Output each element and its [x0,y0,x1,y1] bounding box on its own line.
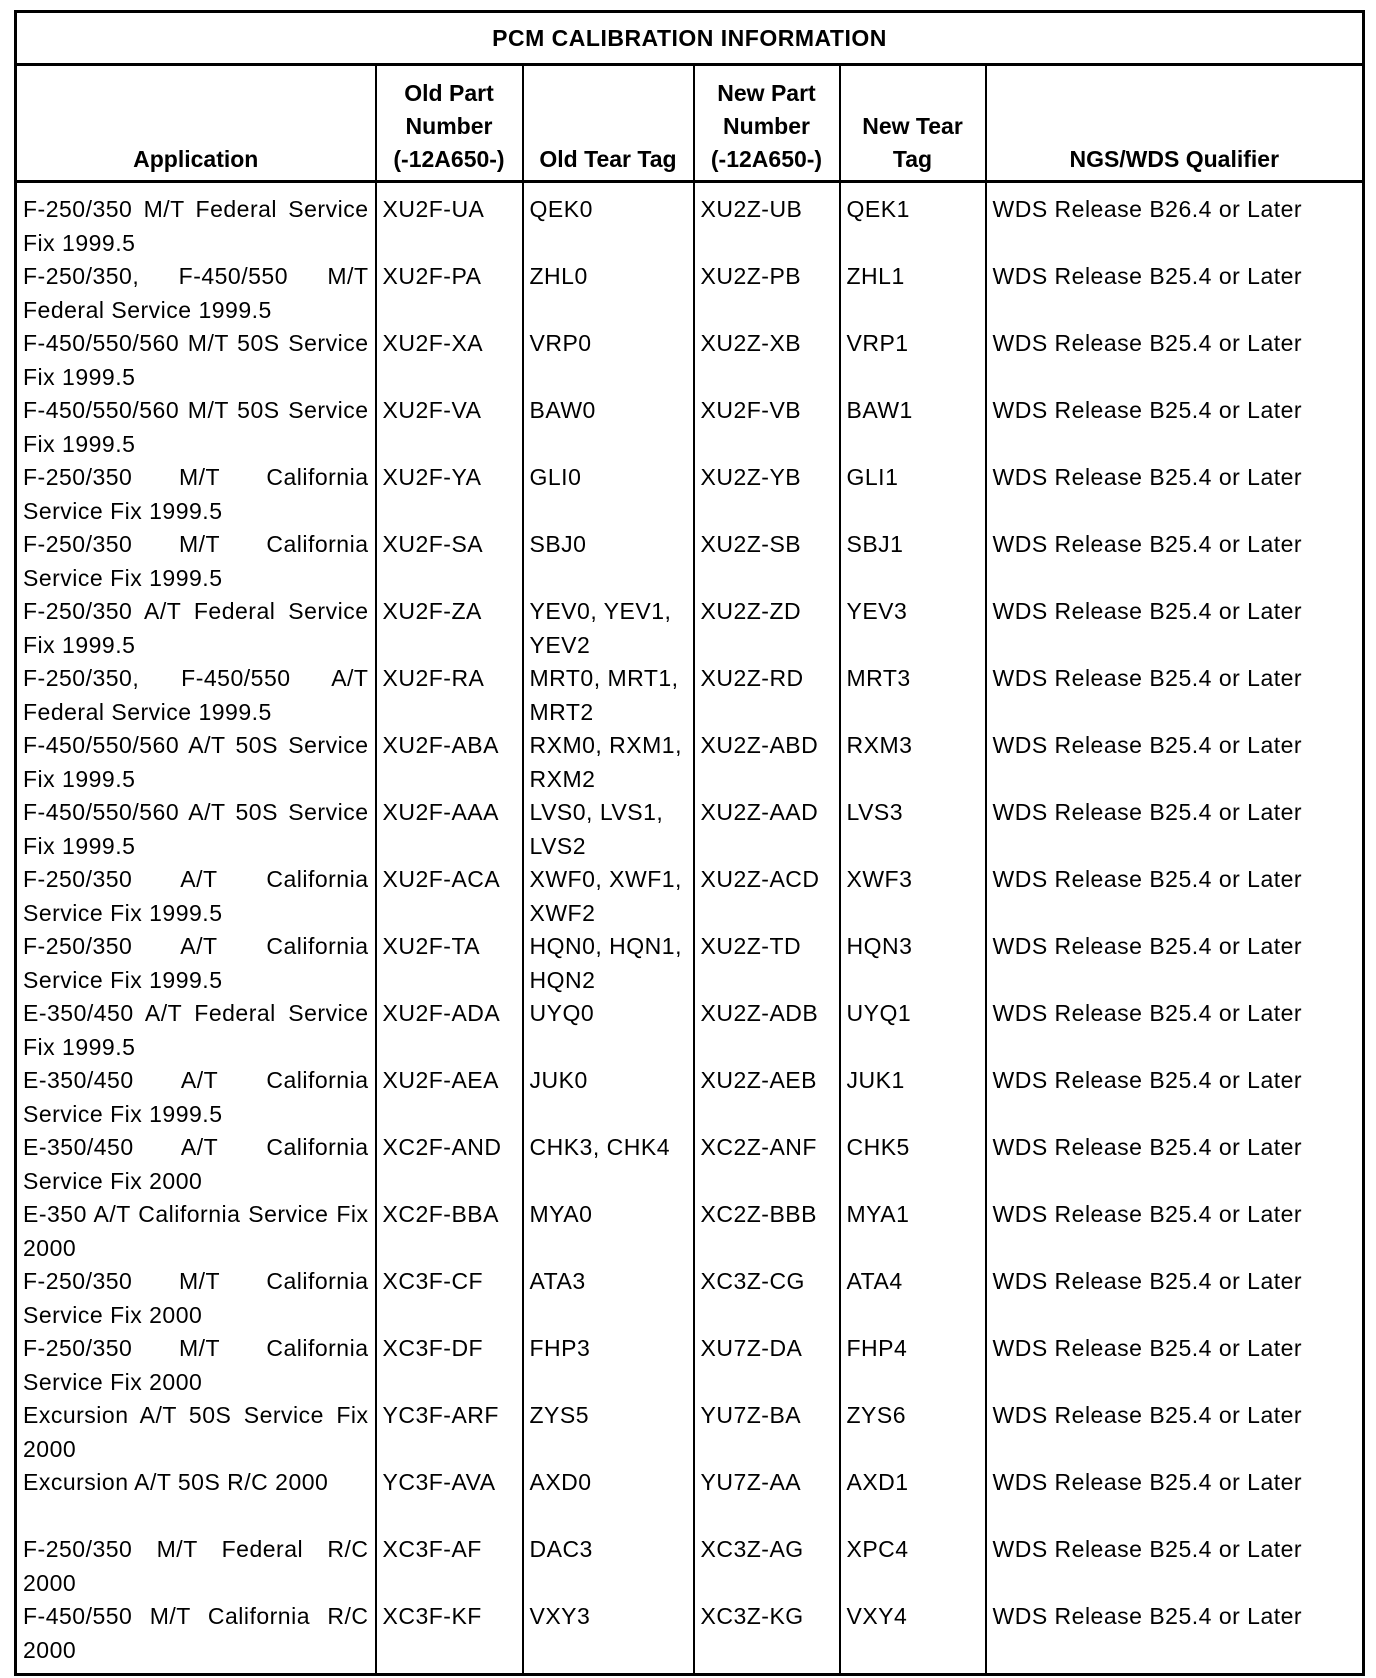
qualifier-cell: WDS Release B25.4 or Later [986,461,1364,528]
qualifier-cell: WDS Release B25.4 or Later [986,1332,1364,1399]
old-tear-tag-cell: CHK3, CHK4 [523,1131,694,1198]
qualifier-cell: WDS Release B25.4 or Later [986,863,1364,930]
table-row [16,1131,1364,1198]
new-part-number-cell: XC3Z-AG [694,1533,840,1600]
qualifier-cell: WDS Release B25.4 or Later [986,1533,1364,1600]
old-tear-tag-cell: ATA3 [523,1265,694,1332]
qualifier-cell: WDS Release B25.4 or Later [986,1198,1364,1265]
old-part-number-cell: XC2F-BBA [376,1198,523,1265]
new-part-number-cell: XU2Z-UB [694,182,840,261]
new-tear-tag-cell: AXD1 [840,1466,986,1533]
new-part-number-cell: YU7Z-AA [694,1466,840,1533]
new-tear-tag-cell: SBJ1 [840,528,986,595]
new-tear-tag-cell: VXY4 [840,1600,986,1675]
column-header-qualifier: NGS/WDS Qualifier [986,65,1364,182]
new-tear-tag-cell: RXM3 [840,729,986,796]
old-tear-tag-cell: VRP0 [523,327,694,394]
new-part-number-cell: XU2Z-RD [694,662,840,729]
old-part-number-cell: XC3F-DF [376,1332,523,1399]
new-tear-tag-cell: UYQ1 [840,997,986,1064]
table-row [16,182,1364,261]
old-part-number-cell: XU2F-RA [376,662,523,729]
new-tear-tag-cell: BAW1 [840,394,986,461]
old-part-number-cell: XU2F-ZA [376,595,523,662]
old-part-number-cell: XU2F-ABA [376,729,523,796]
application-cell: F-450/550/560 M/T 50S Service Fix 1999.5 [16,394,376,461]
qualifier-cell: WDS Release B25.4 or Later [986,595,1364,662]
new-part-number-cell: XU2Z-ADB [694,997,840,1064]
new-part-number-cell: YU7Z-BA [694,1399,840,1466]
application-cell: E-350 A/T California Service Fix 2000 [16,1198,376,1265]
new-part-number-cell: XC3Z-CG [694,1265,840,1332]
new-tear-tag-cell: XPC4 [840,1533,986,1600]
new-tear-tag-cell: JUK1 [840,1064,986,1131]
old-part-number-cell: XU2F-YA [376,461,523,528]
old-part-number-cell: XU2F-VA [376,394,523,461]
old-tear-tag-cell: BAW0 [523,394,694,461]
old-tear-tag-cell: JUK0 [523,1064,694,1131]
qualifier-cell: WDS Release B25.4 or Later [986,930,1364,997]
new-tear-tag-cell: QEK1 [840,182,986,261]
old-part-number-cell: XC3F-KF [376,1600,523,1675]
application-cell: Excursion A/T 50S Service Fix 2000 [16,1399,376,1466]
table-row [16,1600,1364,1675]
table-row [16,729,1364,796]
new-part-number-cell: XU2Z-TD [694,930,840,997]
new-part-number-cell: XU2Z-SB [694,528,840,595]
application-cell: F-250/350 M/T California Service Fix 1999.5 [16,461,376,528]
new-part-number-cell: XU2Z-PB [694,260,840,327]
qualifier-cell: WDS Release B25.4 or Later [986,997,1364,1064]
new-tear-tag-cell: ATA4 [840,1265,986,1332]
new-tear-tag-cell: MYA1 [840,1198,986,1265]
pcm-calibration-table [14,10,1365,1676]
qualifier-cell: WDS Release B25.4 or Later [986,1399,1364,1466]
application-cell: F-450/550/560 M/T 50S Service Fix 1999.5 [16,327,376,394]
qualifier-cell: WDS Release B25.4 or Later [986,729,1364,796]
table-row [16,1265,1364,1332]
table-row [16,528,1364,595]
new-tear-tag-cell: FHP4 [840,1332,986,1399]
old-tear-tag-cell: MYA0 [523,1198,694,1265]
old-tear-tag-cell: QEK0 [523,182,694,261]
table-row [16,1466,1364,1533]
old-tear-tag-cell: SBJ0 [523,528,694,595]
old-part-number-cell: XU2F-AEA [376,1064,523,1131]
new-tear-tag-cell: ZYS6 [840,1399,986,1466]
old-tear-tag-cell: AXD0 [523,1466,694,1533]
new-part-number-cell: XU2Z-AEB [694,1064,840,1131]
new-tear-tag-cell: YEV3 [840,595,986,662]
application-cell: F-250/350 A/T California Service Fix 1999.5 [16,863,376,930]
column-header-new-part-number: New Part Number (-12A650-) [694,65,840,182]
old-tear-tag-cell: RXM0, RXM1, RXM2 [523,729,694,796]
old-part-number-cell: XU2F-SA [376,528,523,595]
column-header-application: Application [16,65,376,182]
new-tear-tag-cell: VRP1 [840,327,986,394]
old-tear-tag-cell: YEV0, YEV1, YEV2 [523,595,694,662]
new-part-number-cell: XU2Z-ZD [694,595,840,662]
new-tear-tag-cell: XWF3 [840,863,986,930]
application-cell: F-250/350 A/T California Service Fix 1999.5 [16,930,376,997]
table-row [16,796,1364,863]
old-tear-tag-cell: FHP3 [523,1332,694,1399]
new-part-number-cell: XU7Z-DA [694,1332,840,1399]
old-part-number-cell: XU2F-ACA [376,863,523,930]
qualifier-cell: WDS Release B25.4 or Later [986,327,1364,394]
old-tear-tag-cell: ZYS5 [523,1399,694,1466]
qualifier-cell: WDS Release B25.4 or Later [986,796,1364,863]
calibration-table-container [14,10,1362,1676]
application-cell: F-250/350 M/T California Service Fix 2000 [16,1332,376,1399]
table-row [16,997,1364,1064]
application-cell: F-250/350, F-450/550 A/T Federal Service 1999.5 [16,662,376,729]
application-cell: F-450/550 M/T California R/C 2000 [16,1600,376,1675]
table-row [16,595,1364,662]
new-part-number-cell: XC2Z-BBB [694,1198,840,1265]
old-part-number-cell: YC3F-ARF [376,1399,523,1466]
old-part-number-cell: XC3F-AF [376,1533,523,1600]
column-header-row [16,65,1364,182]
application-cell: F-250/350 A/T Federal Service Fix 1999.5 [16,595,376,662]
qualifier-cell: WDS Release B25.4 or Later [986,1600,1364,1675]
table-row [16,1332,1364,1399]
table-title: PCM CALIBRATION INFORMATION [16,12,1364,65]
column-header-old-tear-tag: Old Tear Tag [523,65,694,182]
qualifier-cell: WDS Release B25.4 or Later [986,662,1364,729]
new-tear-tag-cell: CHK5 [840,1131,986,1198]
old-part-number-cell: XC3F-CF [376,1265,523,1332]
new-part-number-cell: XU2Z-ABD [694,729,840,796]
old-tear-tag-cell: GLI0 [523,461,694,528]
old-tear-tag-cell: ZHL0 [523,260,694,327]
old-part-number-cell: XU2F-TA [376,930,523,997]
application-cell: Excursion A/T 50S R/C 2000 [16,1466,376,1533]
qualifier-cell: WDS Release B26.4 or Later [986,182,1364,261]
table-row [16,1533,1364,1600]
new-part-number-cell: XU2Z-XB [694,327,840,394]
application-cell: F-450/550/560 A/T 50S Service Fix 1999.5 [16,796,376,863]
application-cell: F-250/350 M/T California Service Fix 2000 [16,1265,376,1332]
application-cell: E-350/450 A/T California Service Fix 2000 [16,1131,376,1198]
old-part-number-cell: XC2F-AND [376,1131,523,1198]
table-row [16,1198,1364,1265]
table-row [16,1399,1364,1466]
new-part-number-cell: XU2Z-AAD [694,796,840,863]
table-row [16,863,1364,930]
column-header-old-part-number: Old Part Number (-12A650-) [376,65,523,182]
qualifier-cell: WDS Release B25.4 or Later [986,1466,1364,1533]
old-part-number-cell: XU2F-PA [376,260,523,327]
old-tear-tag-cell: MRT0, MRT1, MRT2 [523,662,694,729]
table-row [16,1064,1364,1131]
table-row [16,662,1364,729]
application-cell: E-350/450 A/T Federal Service Fix 1999.5 [16,997,376,1064]
new-part-number-cell: XU2Z-ACD [694,863,840,930]
old-part-number-cell: XU2F-AAA [376,796,523,863]
table-row [16,260,1364,327]
table-body [16,182,1364,1675]
old-tear-tag-cell: UYQ0 [523,997,694,1064]
column-header-new-tear-tag: New Tear Tag [840,65,986,182]
qualifier-cell: WDS Release B25.4 or Later [986,528,1364,595]
new-tear-tag-cell: GLI1 [840,461,986,528]
application-cell: E-350/450 A/T California Service Fix 1999.5 [16,1064,376,1131]
new-part-number-cell: XU2F-VB [694,394,840,461]
qualifier-cell: WDS Release B25.4 or Later [986,260,1364,327]
table-row [16,930,1364,997]
application-cell: F-250/350, F-450/550 M/T Federal Service 1999.5 [16,260,376,327]
table-row [16,394,1364,461]
old-tear-tag-cell: DAC3 [523,1533,694,1600]
new-part-number-cell: XC2Z-ANF [694,1131,840,1198]
application-cell: F-250/350 M/T Federal Service Fix 1999.5 [16,182,376,261]
application-cell: F-250/350 M/T Federal R/C 2000 [16,1533,376,1600]
qualifier-cell: WDS Release B25.4 or Later [986,1064,1364,1131]
old-tear-tag-cell: VXY3 [523,1600,694,1675]
qualifier-cell: WDS Release B25.4 or Later [986,1131,1364,1198]
old-tear-tag-cell: XWF0, XWF1, XWF2 [523,863,694,930]
new-tear-tag-cell: ZHL1 [840,260,986,327]
table-row [16,461,1364,528]
application-cell: F-450/550/560 A/T 50S Service Fix 1999.5 [16,729,376,796]
old-tear-tag-cell: LVS0, LVS1, LVS2 [523,796,694,863]
old-part-number-cell: YC3F-AVA [376,1466,523,1533]
qualifier-cell: WDS Release B25.4 or Later [986,394,1364,461]
old-part-number-cell: XU2F-ADA [376,997,523,1064]
new-tear-tag-cell: LVS3 [840,796,986,863]
table-row [16,327,1364,394]
new-part-number-cell: XC3Z-KG [694,1600,840,1675]
new-tear-tag-cell: MRT3 [840,662,986,729]
old-part-number-cell: XU2F-UA [376,182,523,261]
old-tear-tag-cell: HQN0, HQN1, HQN2 [523,930,694,997]
old-part-number-cell: XU2F-XA [376,327,523,394]
qualifier-cell: WDS Release B25.4 or Later [986,1265,1364,1332]
application-cell: F-250/350 M/T California Service Fix 1999.5 [16,528,376,595]
new-part-number-cell: XU2Z-YB [694,461,840,528]
new-tear-tag-cell: HQN3 [840,930,986,997]
